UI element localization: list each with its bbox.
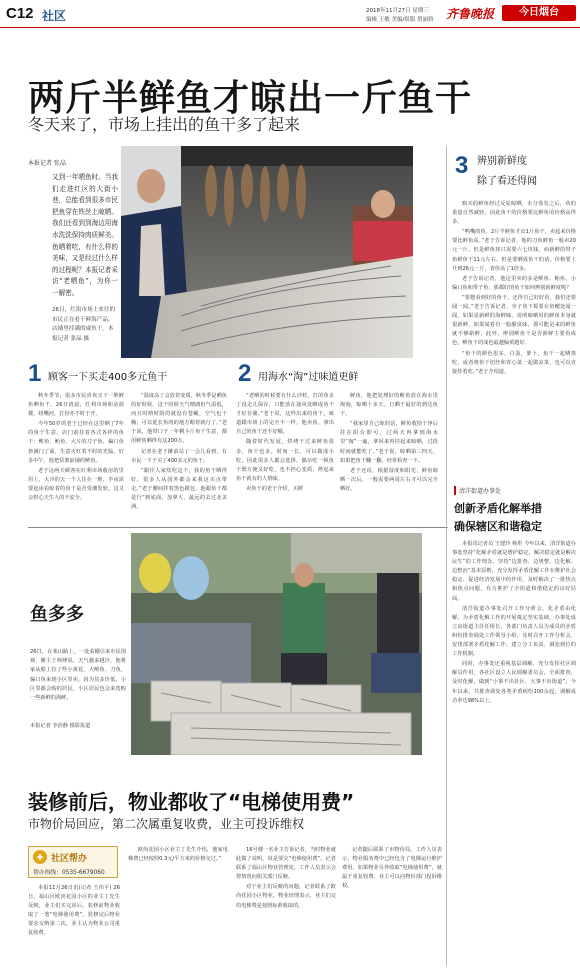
subhead-3-number: 3 xyxy=(455,152,469,179)
page-header xyxy=(0,0,580,28)
edition-badge xyxy=(502,5,576,21)
fish-stall-illustration xyxy=(121,146,413,358)
news3-col-1: 本报11月26日讯(记者 王伟平) 26日，福山区欧尚花园小区的业主丁先生反映，业主们买完房后，装修前物业收取了一笔“电梯使用费”，装修完后物业要求交纳第二次，业主认为物业公司重复收费。 xyxy=(28,885,120,937)
helpline-title: 社区帮办 xyxy=(51,854,88,864)
section-divider xyxy=(28,527,448,528)
subhead-2-title: 用海水“淘”过味道更鲜 xyxy=(258,372,359,383)
news3-col-4: 记者随后联系了市物价局，工作人员表示，物业服务费中已经包含了电梯运行维护费用，如果物业另外收取“电梯使用费”，就属于重复收费，业主可以向物价部门投诉维权。 xyxy=(342,847,442,890)
main-byline: 本报记者 张晶 xyxy=(28,160,66,167)
article-col-2: “温度高了会放着变质，秋冬季是晒鱼的好时候，这个时候天气晴朗但气温低，而且时晴时阴的就没有苍蝇，空气也干燥，可以延长鱼肉的地方嗯着就行了。”老于说，他带口子一年剩斗斤鱼干生意，都用鲜鱼晒得有这200万。 记者在老于摊前站了一会儿看到，有市民一下子买了400多元的鱼干。 “跟往人家炊吃这个，我的鱼干晒得好，很多人从国外都会来我这买点带走。”老于腰间挂着黑色跟包，他跟鱼干都是行“到底面，加拿大，最远的去过北美洲。 xyxy=(131,393,227,511)
article-col-4: 鲜鱼，他把处理好的鲅鱼放在海水里淘淘，晾晒十多天，日晒干最好的到达鱼干。 “我家里自己晾的话，鲜鱼收拾干净后挂在阳台即可，过两天再拿到海水里“淘”一遍，拿回来再挂起来晾晒，过段时间就能吃了。”老于说，晾晒第三四天，如果把鱼干翻一翻，经常检查一下。 老于还说，根据湿度和阳光，鲜鱼晾晒一次后，一般需要两周左右才可以完全晒好。 xyxy=(340,393,438,492)
news2-headline-b: 确保辖区和谐稳定 xyxy=(454,520,542,533)
fish-vendor-photo xyxy=(131,533,422,755)
article-col-1: 秋冬季节，很多市民喜欢买下一堆鲜鱼晒鱼干。26日清晨，红利市场和房源楼，纽嘴河，打扮亦不时于开。 今年50岁的老于已经在这里晒了7年的鱼干生意，店门前挂着各式各样的鱼干：鲅鱼、鲐鱼、大片的刀子鱼，偏口鱼挤满门了面，生意火红着不时的光临。好多中午，他把货架前铺的鲅鱼。 老于这两天顾客在红利市场收房的里用上，大冷的天一个人住在一堆，半夜需要起床看晾着的鱼干是否受潮发软，这又会担心天生人的不安全。 xyxy=(28,393,124,502)
subhead-2-number: 2 xyxy=(238,360,252,387)
main-headline: 两斤半鲜鱼才晾出一斤鱼干 xyxy=(28,78,473,119)
helpline-number: 帮办热线：0535-6679060 xyxy=(33,870,105,876)
article-col-5: 购买的鲜鱼经过反复晾晒，水分蒸发之后，鱼的重量自然减轻，因此鱼干的价格要比鲜鱼的价格高得多。 “鸭嘴的鱼，2斤半鲜鱼才出1斤鱼干，卖起来价格要比鲜鱼高。”老于告诉记者，他的刀鱼鲜鱼一般卖20元一斤，但是鲜鱼却只需要六七块钱，而新鲜的带子鱼鲜鱼干11元左右，但是要晒成鱼干的话，价格要上升到26元一斤，青价高了1倍多。 老于告诉记者，他这里卖的多是鲅鱼、鲐鱼、小偏口鱼和带子鱼，那都好的鱼干如何辨别新鲜度呢？ “要想看到好的鱼干，还得自己好好看，我们还要闻一闻。”老于告诉记者，旁子鱼下霉要在鱼鳃处闻一闻，如果是新鲜的海鲜味，说明晾晒用的鲜鱼本身就很新鲜，如果闻着有一股腥臭味，那可能是来的鲜鱼就不够新鲜，此外，辨别鲅鱼干是否新鲜主要看成色，鲅鱼干的成色最越偏黄越好。 “鱼干的颜色很多，白蛋，萝卜，鱼干一起晒蒸吃，或者将鱼干切丝和青心菜一起做凉菜，也可以直接炸着吃。”老于介绍道。 xyxy=(452,201,576,375)
news3-subhead: 市物价局回应，第二次属重复收费，业主可投诉维权 xyxy=(28,817,305,831)
feature-credit: 本报记者 李治静 摄影报道 xyxy=(30,723,91,729)
subhead-3-line2: 除了看还得闻 xyxy=(477,176,537,187)
street-fish-illustration xyxy=(131,533,422,755)
main-subhead: 冬天来了，市场上挂出的鱼干多了起来 xyxy=(28,115,301,134)
news3-headline: 装修前后，物业都收了“电梯使用费” xyxy=(28,790,355,814)
subhead-2 xyxy=(238,360,438,388)
issue-date: 2018年11月27日 星期三 xyxy=(366,8,429,14)
subhead-3-line1: 辨别新鲜度 xyxy=(477,156,527,167)
lead-paragraph: 又到一年晒鱼时。当我们走进红区的大街小巷，总能看到很多市民把鱼穿在铁丝上晾晒。我们还看到到海边用海水洗洗保持肉质鲜美。鱼晒着吃，有什么样的美味，又是经过什么样的过程呢？本报记者采访“老晒鱼”，为你一一解密。 xyxy=(52,173,118,297)
feature-title: 鱼多多 xyxy=(30,604,84,625)
market-photo xyxy=(121,146,413,358)
article-col-3: “老晒的时候要有什么沙粒，打的鱼多了没走儿保存，只能放在通风处晒成鱼干才好存储。”老于说，这样出来的鱼干，味道跟市场上的完全不一样，他卖鱼，拿出自己的鱼干还不好哪。 随着时代发展，烘烤干过来鲜鱼很多，鱼干也多，时间一长，可以做成小吃，因此很多人都会选择，偶尔吃一顿鱼干既方便又好吃，也不担心变质，烤起来鱼干就有的人情味。 卖鱼干的老于介绍，买鲜 xyxy=(236,393,334,492)
photo-caption: 26日，红街市场上来往的市民正在看干鲜海产品，店铺里挂满的咸鱼干。本报记者 张晶 摄 xyxy=(52,307,116,342)
news3-col-2: 欧尚花园小区业主丁先生介绍，他家电梯费已经按照0.3元/平方米的价格交过。” xyxy=(128,847,228,863)
news2-headline-a: 创新矛盾化解举措 xyxy=(454,502,542,515)
page-number: C12 xyxy=(6,5,34,22)
feature-caption: 26日，在莱山路上，一处菜棚引来市民围观，摊主王师傅说，天气越来越冷，他将家从船上拉了些小黄花、大鲅鱼、刀鱼，偏口鱼来到小区里卖，因为货多价低，小区里都会购的居民，小区居民也会来选购一些新鲜的海鲜。 xyxy=(30,649,126,702)
helpline-box xyxy=(28,846,118,878)
column-divider xyxy=(446,146,447,966)
subhead-1 xyxy=(28,360,228,388)
subhead-1-title: 顾客一下买走400多元鱼干 xyxy=(48,372,168,383)
subhead-1-number: 1 xyxy=(28,360,42,387)
subhead-3 xyxy=(455,148,575,196)
newspaper-logo: 齐鲁晚报 xyxy=(446,7,495,21)
news2-body: 本报讯记者员 王建玲 杨彤 今年以来，清洋街道办事处坚持“化解矛盾就是增护稳定，解决稳定就是解决民生”的工作理念，坚持“边排查、边规整、边化解、边整治”基本原则，充分发挥矛盾化解工作在维护社会稳定、促进经济发展中的作用，及时解决了一批热点和焦点问题，有力推护了全街道和谐稳定的良好局面。 清洋街道办事处召开工作分析会，化矛盾由化解，为矛盾化解工作的开展奠定坚实基础，办事处成立由街道主任任组长，各部门负责人员为成员的矛盾纠纷排查调处工作领导小组，及时召开工作分析会，安排部署矛盾化解工作，建立分工负责、调处到位的工作机制。 同时，办事处还重视基层调解，充分发挥社区调解员作用，各社区设立人民调解委员会，全面排查，及时化解，做到“小事不出社区、大事不出街道”。今年以来，共排查调处各类矛盾纠纷100余起，调解成功率达98%以上。 xyxy=(452,541,576,704)
edition-name: 今日烟台 xyxy=(519,7,559,18)
section-name: 社区 xyxy=(42,9,67,23)
staff-credits: 编辑 王敏 美编/组版 贺丽娇 xyxy=(366,17,434,23)
news2-tag: 清洋街道办事处 xyxy=(454,486,501,495)
news3-col-3: 16号楼一名业主告诉记者，当时物业就此做了说明，说是要交“电梯使用费”。记者联系了福山区物业管理处，工作人员表示会将情况向相关部门反映。 对于业主们反映的问题，记者联系了欧尚花园小区物业，物业经理表示，业主们交的电梯费是按照标准收取的。 xyxy=(236,847,336,909)
community-help-icon: ✚ xyxy=(33,850,47,864)
